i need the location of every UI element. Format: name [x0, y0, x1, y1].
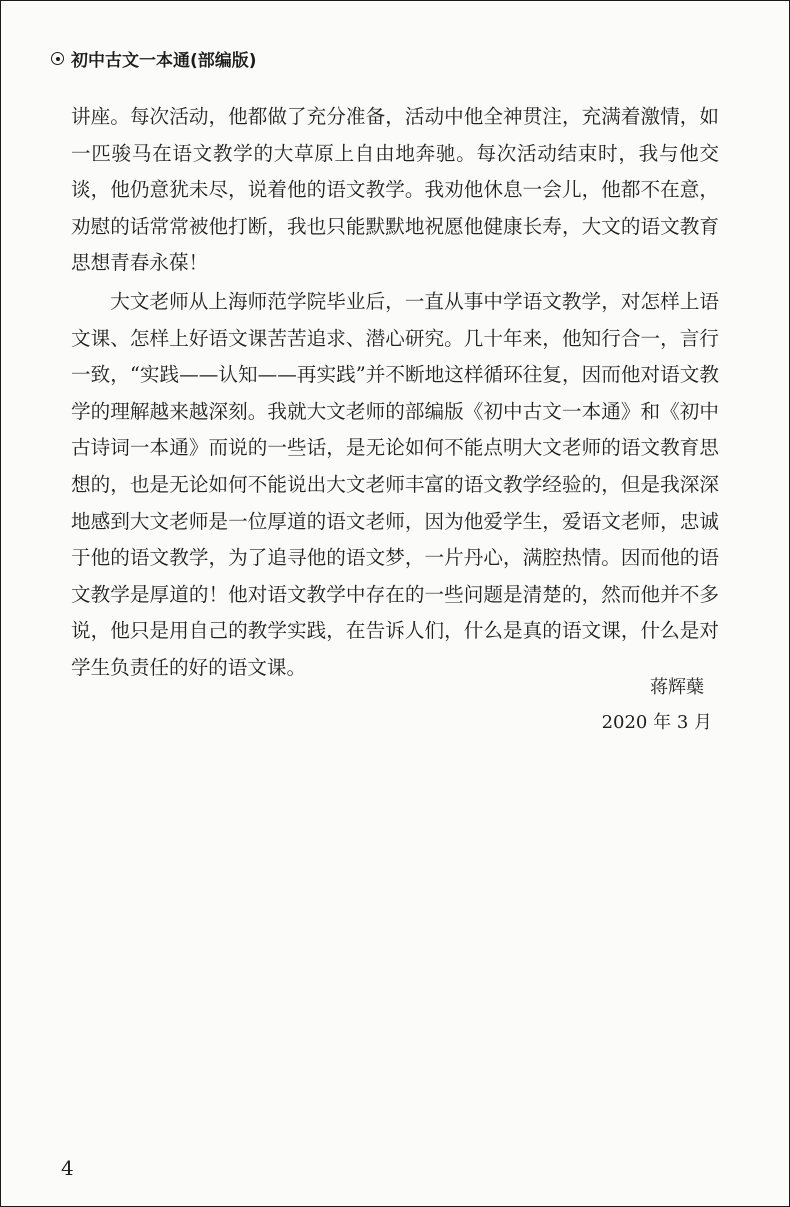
paragraph: 大文老师从上海师范学院毕业后，一直从事中学语文教学，对怎样上语文课、怎样上好语文课苦苦追求、潜心研究。几十年来，他知行合一，言行一致，“实践——认知——再实践”并不断地这样循环往复，因而他对语文教学的理解越来越深刻。我就大文老师的部编版《初中古文一本通》和《初中古诗词一本通》而说的一些话，是无论如何不能点明大文老师的语文教育思想的，也是无论如何不能说出大文老师丰富的语文教学经验的，但是我深深地感到大文老师是一位厚道的语文老师，因为他爱学生，爱语文老师，忠诚于他的语文教学，为了追寻他的语文梦，一片丹心，满腔热情。因而他的语文教学是厚道的！他对语文教学中存在的一些问题是清楚的，然而他并不多说，他只是用自己的教学实践，在告诉人们，什么是真的语文课，什么是对学生负责任的好的语文课。: [71, 289, 719, 679]
signature-name: 蒋辉蘖: [650, 677, 704, 698]
body-text: [71, 99, 719, 687]
running-header: [51, 46, 257, 71]
signature-date: 2020 年 3 月: [601, 712, 712, 733]
paragraph-continued: 讲座。每次活动，他都做了充分准备，活动中他全神贯注，充满着激情，如一匹骏马在语文教学的大草原上自由地奔驰。每次活动结束时，我与他交谈，他仍意犹未尽，说着他的语文教学。我劝他休息一会儿，他都不在意，劝慰的话常常被他打断，我也只能默默地祝愿他健康长寿，大文的语文教育思想青春永葆！: [71, 105, 719, 275]
header-title: 初中古文一本通(部编版): [71, 51, 257, 71]
page-number: 4: [61, 1156, 74, 1180]
circle-dot-icon: [51, 52, 64, 65]
